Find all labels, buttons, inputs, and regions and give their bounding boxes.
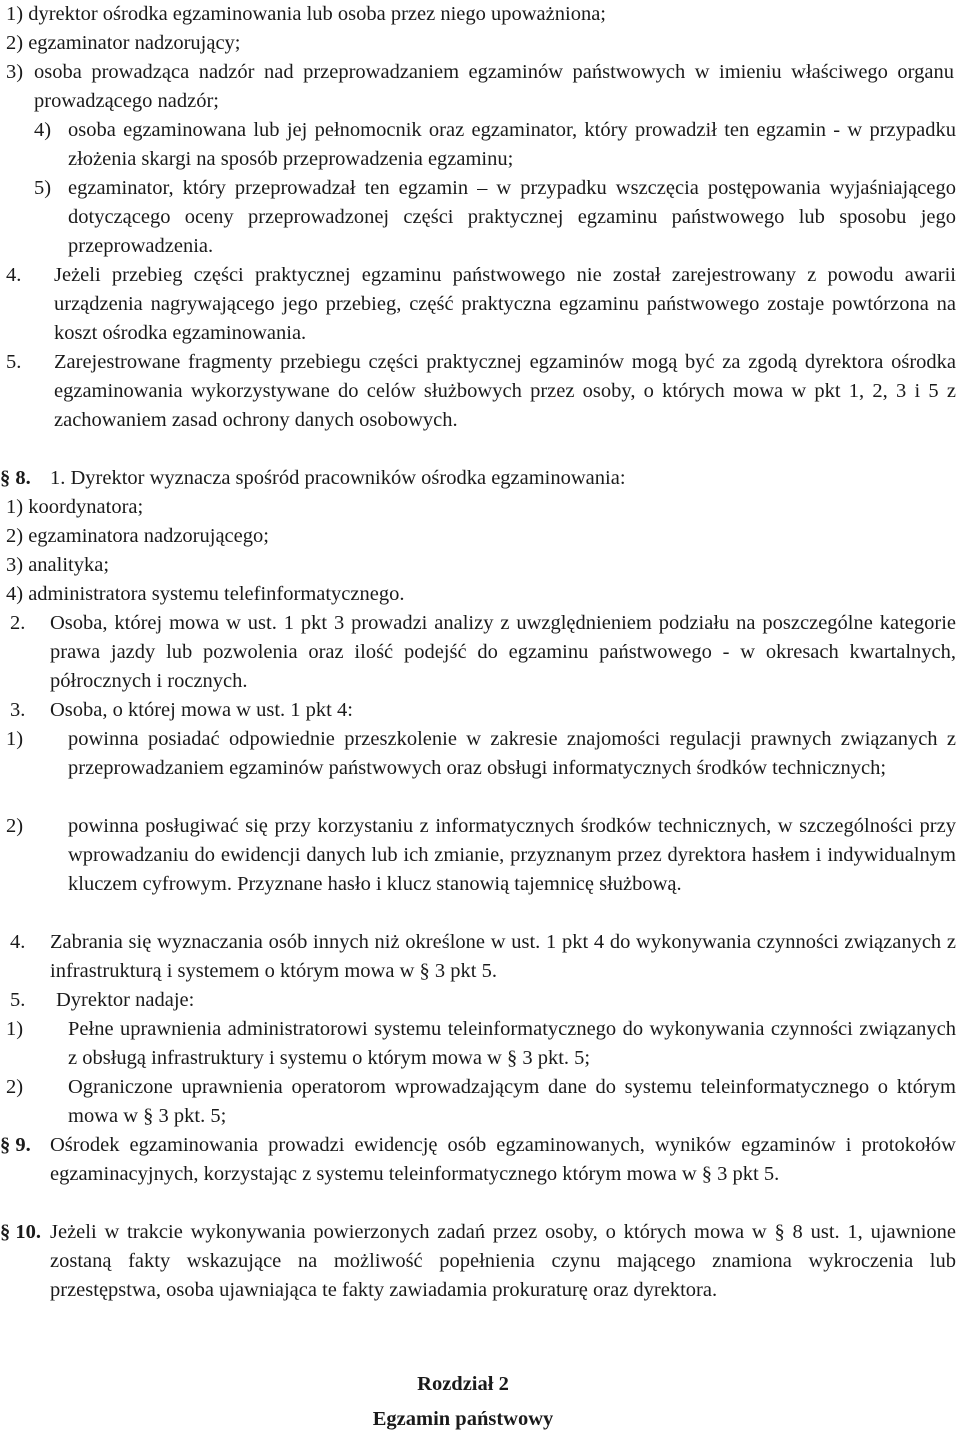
list-item-number: 2)	[6, 815, 24, 837]
list-item-number: 4)	[34, 119, 52, 141]
list-item: Ograniczone uprawnienia operatorom wprowadzającym dane do systemu teleinformatycznego o którym mowa w § 3 pkt. 5;	[68, 1076, 956, 1127]
paragraph-number: 4.	[6, 264, 22, 286]
list-item-number: 3)	[6, 61, 24, 83]
list-item: osoba egzaminowana lub jej pełnomocnik oraz egzaminator, który prowadził ten egzamin - w przypadku złożenia skargi na sposób przeprowadzenia egzaminu;	[68, 119, 956, 170]
list-item: 3) analityka;	[6, 554, 110, 576]
list-item-number: 1)	[6, 728, 24, 750]
paragraph: Zabrania się wyznaczania osób innych niż określone w ust. 1 pkt 4 do wykonywania czynności związanych z infrastrukturą i systemem o którym mowa w § 3 pkt 5.	[50, 931, 956, 982]
list-item: osoba prowadząca nadzór nad przeprowadzaniem egzaminów państwowych w imieniu właściwego organu prowadzącego nadzór;	[34, 61, 954, 112]
list-item: Pełne uprawnienia administratorowi systemu teleinformatycznego do wykonywania czynności związanych z obsługą infrastruktury i systemu o którym mowa w § 3 pkt. 5;	[68, 1018, 956, 1069]
paragraph: Jeżeli w trakcie wykonywania powierzonych zadań przez osoby, o których mowa w § 8 ust. 1, ujawnione zostaną fakty wskazujące na możliwość popełnienia czynu mającego znamiona wykroczenia lub przestępstwa, osoba ujawniająca te fakty zawiadamia prokuraturę oraz dyrektora.	[50, 1221, 956, 1301]
paragraph-number: 2.	[10, 612, 26, 634]
paragraph-number: 4.	[10, 931, 26, 953]
paragraph: Osoba, której mowa w ust. 1 pkt 3 prowadzi analizy z uwzględnieniem podziału na poszczególne kategorie prawa jazdy lub pozwolenia oraz ilość podejść do egzaminu państwowego - w okresach kwartalnych, półrocznych i rocznych.	[50, 612, 956, 692]
list-item: 2) egzaminatora nadzorującego;	[6, 525, 269, 547]
paragraph-number: 5.	[10, 989, 26, 1011]
paragraph-number: 5.	[6, 351, 22, 373]
paragraph: Osoba, o której mowa w ust. 1 pkt 4:	[50, 699, 353, 721]
chapter-title: Rozdział 2	[417, 1373, 509, 1395]
paragraph: Ośrodek egzaminowania prowadzi ewidencję osób egzaminowanych, wyników egzaminów i protokołów egzaminacyjnych, korzystając z systemu teleinformatycznego którym mowa w § 3 pkt 5.	[50, 1134, 956, 1185]
chapter-subtitle: Egzamin państwowy	[372, 1408, 554, 1430]
section-mark: § 8.	[0, 467, 31, 489]
list-item: 1) koordynatora;	[6, 496, 144, 518]
section-mark: § 9.	[0, 1134, 31, 1156]
paragraph: Jeżeli przebieg części praktycznej egzaminu państwowego nie został zarejestrowany z powodu awarii urządzenia nagrywającego jego przebieg, część praktyczna egzaminu państwowego zostaje powtórzona na koszt ośrodka egzaminowania.	[54, 264, 956, 344]
list-item: 2) egzaminator nadzorujący;	[6, 32, 241, 54]
list-item: powinna posiadać odpowiednie przeszkolenie w zakresie znajomości regulacji prawnych związanych z przeprowadzaniem egzaminów państwowych oraz obsługi informatycznych środków technicznych;	[68, 728, 956, 779]
section-mark: § 10.	[0, 1221, 41, 1243]
list-item: powinna posługiwać się przy korzystaniu z informatycznych środków technicznych, w szczególności przy wprowadzaniu do ewidencji danych lub ich zmianie, przyznanym przez dyrektora hasłem i indywidualnym kluczem cyfrowym. Przyznane hasło i klucz stanowią tajemnicę służbową.	[68, 815, 956, 895]
paragraph: 1. Dyrektor wyznacza spośród pracowników ośrodka egzaminowania:	[50, 467, 626, 489]
list-item: egzaminator, który przeprowadzał ten egzamin – w przypadku wszczęcia postępowania wyjaśniającego dotyczącego oceny przeprowadzonej części praktycznej egzaminu państwowego lub sposobu jego przeprowadzenia.	[68, 177, 956, 257]
list-item-number: 2)	[6, 1076, 24, 1098]
list-item-number: 5)	[34, 177, 52, 199]
list-item-number: 1)	[6, 1018, 24, 1040]
list-item: 1) dyrektor ośrodka egzaminowania lub osoba przez niego upoważniona;	[6, 3, 606, 25]
paragraph: Dyrektor nadaje:	[56, 989, 195, 1011]
list-item: 4) administratora systemu telefinformatycznego.	[6, 583, 405, 605]
paragraph-number: 3.	[10, 699, 26, 721]
paragraph: Zarejestrowane fragmenty przebiegu części praktycznej egzaminów mogą być za zgodą dyrektora ośrodka egzaminowania wykorzystywane do celów służbowych przez osoby, o których mowa w pkt 1, 2, 3 i 5 z zachowaniem zasad ochrony danych osobowych.	[54, 351, 956, 431]
